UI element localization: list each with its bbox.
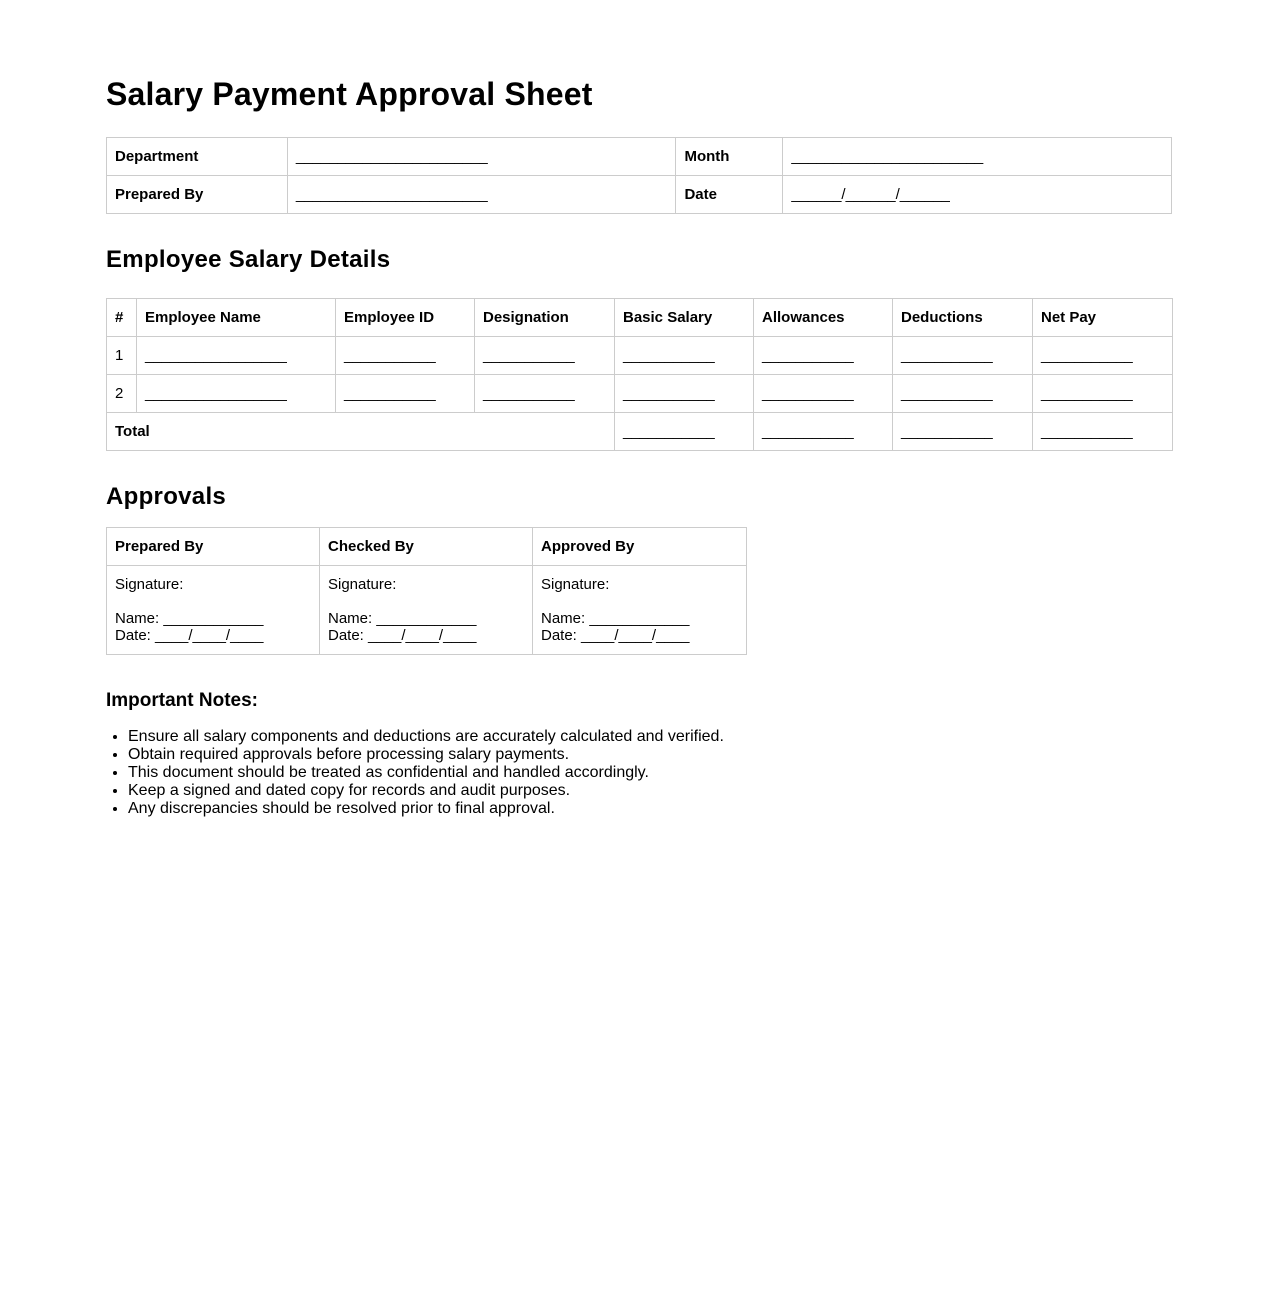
allowances-field[interactable]: ___________ [754, 375, 893, 413]
column-header-number: # [107, 299, 137, 337]
signature-field[interactable]: Signature: [115, 576, 184, 593]
employee-name-field[interactable]: _________________ [137, 337, 336, 375]
column-header-deductions: Deductions [893, 299, 1033, 337]
approvals-table [106, 527, 747, 655]
employee-id-field[interactable]: ___________ [336, 375, 475, 413]
prepared-by-field[interactable]: _______________________ [287, 176, 676, 214]
info-table [106, 137, 1172, 214]
total-basic-salary-field[interactable]: ___________ [615, 413, 754, 451]
date-field[interactable]: Date: ____/____/____ [541, 627, 690, 644]
info-row [107, 138, 1172, 176]
approval-cell-approved-by [533, 566, 747, 655]
column-header-basic-salary: Basic Salary [615, 299, 754, 337]
date-field[interactable]: Date: ____/____/____ [115, 627, 264, 644]
table-row [107, 337, 1173, 375]
basic-salary-field[interactable]: ___________ [615, 337, 754, 375]
approval-header-prepared-by: Prepared By [107, 528, 320, 566]
list-item: • This document should be treated as confidential and handled accordingly. [128, 764, 724, 782]
total-label: Total [107, 413, 615, 451]
allowances-field[interactable]: ___________ [754, 337, 893, 375]
salary-header-row [107, 299, 1173, 337]
approval-cell-prepared-by [107, 566, 320, 655]
salary-table [106, 298, 1173, 451]
approval-cell-checked-by [320, 566, 533, 655]
column-header-employee-id: Employee ID [336, 299, 475, 337]
row-number: 1 [107, 337, 137, 375]
signature-field[interactable]: Signature: [328, 576, 397, 593]
date-label: Date [676, 176, 783, 214]
name-field[interactable]: Name: ____________ [115, 610, 264, 627]
department-label: Department [107, 138, 288, 176]
total-row [107, 413, 1173, 451]
approval-header-approved-by: Approved By [533, 528, 747, 566]
designation-field[interactable]: ___________ [475, 375, 615, 413]
designation-field[interactable]: ___________ [475, 337, 615, 375]
prepared-by-label: Prepared By [107, 176, 288, 214]
date-field[interactable]: ______/______/______ [783, 176, 1172, 214]
signature-field[interactable]: Signature: [541, 576, 610, 593]
list-item: • Keep a signed and dated copy for records and audit purposes. [128, 782, 724, 800]
list-item: • Obtain required approvals before processing salary payments. [128, 746, 724, 764]
department-field[interactable]: _______________________ [287, 138, 676, 176]
approvals-header-row [107, 528, 747, 566]
notes-list [106, 728, 724, 818]
approvals-body-row [107, 566, 747, 655]
deductions-field[interactable]: ___________ [893, 337, 1033, 375]
column-header-designation: Designation [475, 299, 615, 337]
column-header-allowances: Allowances [754, 299, 893, 337]
net-pay-field[interactable]: ___________ [1033, 375, 1173, 413]
net-pay-field[interactable]: ___________ [1033, 337, 1173, 375]
month-label: Month [676, 138, 783, 176]
basic-salary-field[interactable]: ___________ [615, 375, 754, 413]
total-deductions-field[interactable]: ___________ [893, 413, 1033, 451]
deductions-field[interactable]: ___________ [893, 375, 1033, 413]
column-header-net-pay: Net Pay [1033, 299, 1173, 337]
list-item: • Ensure all salary components and deductions are accurately calculated and verified. [128, 728, 724, 746]
name-field[interactable]: Name: ____________ [541, 610, 690, 627]
month-field[interactable]: _______________________ [783, 138, 1172, 176]
employee-name-field[interactable]: _________________ [137, 375, 336, 413]
info-row [107, 176, 1172, 214]
row-number: 2 [107, 375, 137, 413]
salary-details-heading: Employee Salary Details [106, 246, 391, 273]
table-row [107, 375, 1173, 413]
approval-header-checked-by: Checked By [320, 528, 533, 566]
document-title: Salary Payment Approval Sheet [106, 76, 593, 112]
employee-id-field[interactable]: ___________ [336, 337, 475, 375]
notes-heading: Important Notes: [106, 690, 258, 711]
total-allowances-field[interactable]: ___________ [754, 413, 893, 451]
column-header-employee-name: Employee Name [137, 299, 336, 337]
list-item: • Any discrepancies should be resolved prior to final approval. [128, 800, 724, 818]
approvals-heading: Approvals [106, 483, 227, 510]
total-net-pay-field[interactable]: ___________ [1033, 413, 1173, 451]
name-field[interactable]: Name: ____________ [328, 610, 477, 627]
date-field[interactable]: Date: ____/____/____ [328, 627, 477, 644]
